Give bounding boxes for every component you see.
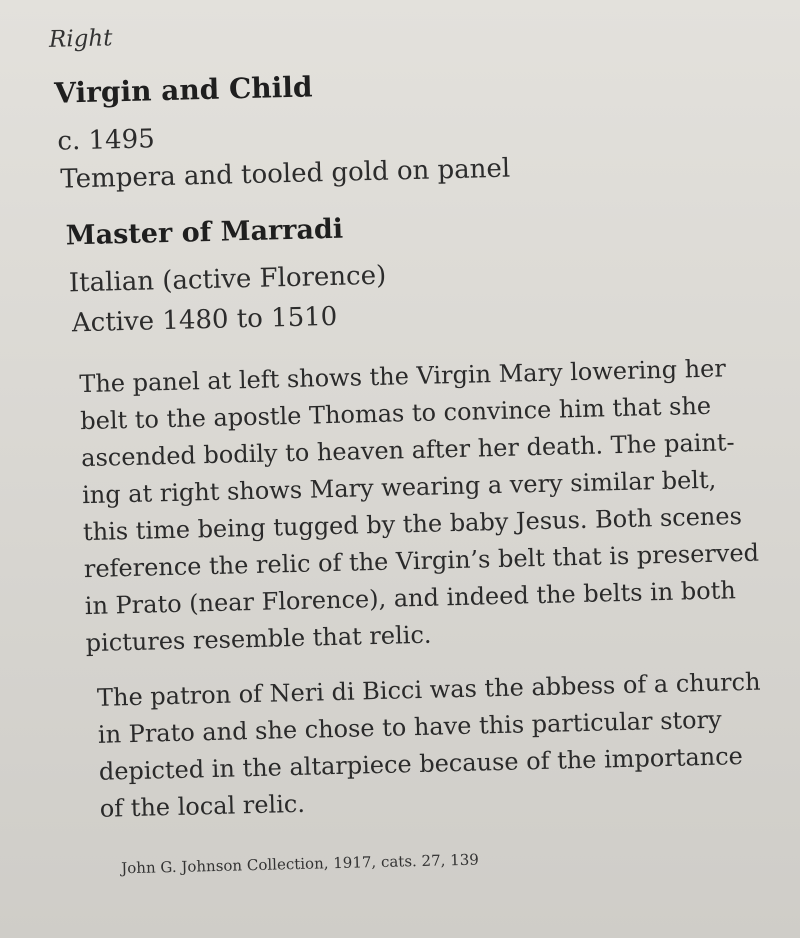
- artwork-medium: Tempera and tooled gold on panel: [60, 153, 511, 195]
- artist-active-years: Active 1480 to 1510: [71, 301, 338, 339]
- artwork-date: c. 1495: [57, 124, 156, 157]
- paragraph-line: in Prato and she chose to have this particular story: [97, 705, 722, 749]
- artist-nationality: Italian (active Florence): [68, 260, 387, 299]
- paragraph-line: The patron of Neri di Bicci was the abbess of a church: [96, 667, 761, 712]
- artist-name: Master of Marradi: [65, 213, 344, 252]
- description-paragraph-1: [79, 349, 776, 662]
- panel-position-label: Right: [48, 25, 113, 53]
- collection-credit: John G. Johnson Collection, 1917, cats. 27, 139: [121, 850, 480, 878]
- paragraph-line: this time being tugged by the baby Jesus. Both scenes: [82, 502, 743, 547]
- paragraph-line: belt to the apostle Thomas to convince him that she: [79, 391, 712, 436]
- paragraph-line: of the local relic.: [99, 789, 306, 823]
- paragraph-line: The panel at left shows the Virgin Mary lowering her: [79, 354, 727, 399]
- paragraph-line: ing at right shows Mary wearing a very similar belt,: [81, 465, 717, 510]
- description-paragraph-2: [97, 663, 790, 828]
- paragraph-line: ascended bodily to heaven after her death. The paint-: [80, 428, 735, 473]
- paragraph-line: pictures resemble that relic.: [85, 620, 432, 658]
- paragraph-line: reference the relic of the Virgin’s belt that is preserved: [83, 538, 760, 584]
- artwork-title: Virgin and Child: [53, 70, 313, 110]
- paragraph-line: in Prato (near Florence), and indeed the belts in both: [84, 576, 737, 621]
- paragraph-line: depicted in the altarpiece because of the importance: [98, 742, 744, 786]
